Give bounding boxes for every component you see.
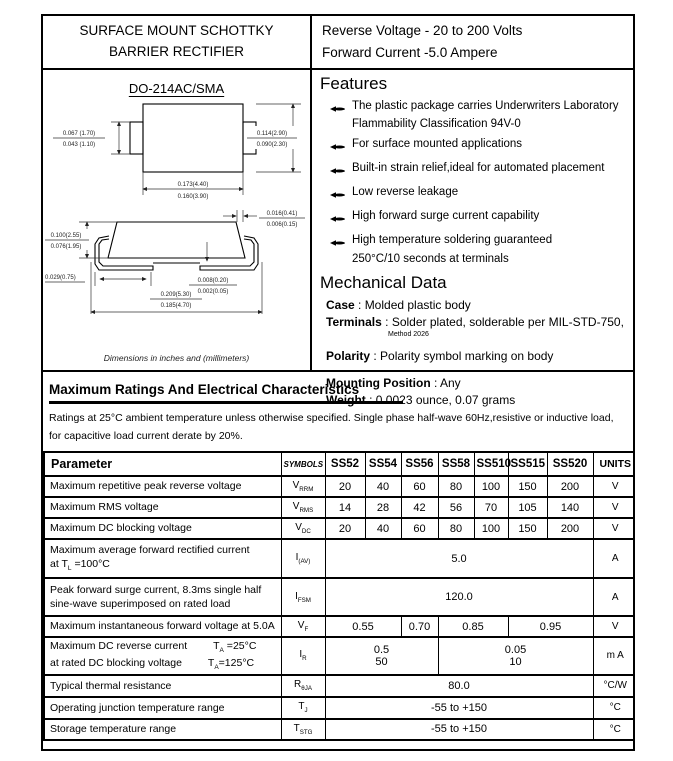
value-cell: 120.0 [325, 578, 593, 616]
dim-label: 0.016(0.41) [266, 211, 298, 217]
unit-cell: V [593, 518, 635, 539]
features-panel [312, 70, 633, 407]
parameter-cell: Storage temperature range [44, 719, 281, 740]
unit-cell: m A [593, 637, 635, 675]
table-row [44, 476, 635, 497]
column-header: SS520 [547, 452, 593, 476]
unit-cell: V [593, 476, 635, 497]
value-cell: 56 [438, 497, 474, 518]
polarity-line [326, 348, 627, 365]
column-header: SYMBOLS [281, 452, 325, 476]
dim-label: 0.160(3.90) [177, 194, 209, 200]
unit-cell: V [593, 497, 635, 518]
terminals-text: : Solder plated, solderable per MIL-STD-750, [381, 314, 624, 329]
unit-cell: °C [593, 697, 635, 719]
table-row [44, 697, 635, 719]
parameter-cell: Operating junction temperature range [44, 697, 281, 719]
product-title-line1: SURFACE MOUNT SCHOTTKY [79, 23, 274, 39]
value-cell: 40 [365, 476, 401, 497]
column-header: SS515 [508, 452, 547, 476]
dim-label: 0.043 (1.10) [62, 142, 96, 148]
feature-item [320, 137, 627, 157]
dim-label: 0.173(4.40) [177, 182, 209, 188]
table-row [44, 518, 635, 539]
mounting-label: Mounting Position [326, 376, 431, 391]
ratings-note-2: for capacitive load current derate by 20%. [49, 430, 243, 442]
value-cell: 140 [547, 497, 593, 518]
arrow-bullet-icon [330, 237, 345, 267]
value-cell: -55 to +150 [325, 697, 593, 719]
parameter-cell: Typical thermal resistance [44, 675, 281, 697]
feature-text: For surface mounted applications [352, 138, 523, 151]
reverse-voltage-spec: Reverse Voltage - 20 to 200 Volts [322, 23, 523, 39]
value-cell: 40 [365, 518, 401, 539]
feature-item [320, 209, 627, 229]
features-heading: Features [320, 74, 388, 93]
value-cell: 80 [438, 476, 474, 497]
symbol-cell: $V_{RRM}$ [281, 476, 325, 497]
dim-label: 0.185(4.70) [160, 303, 192, 309]
value-cell: 200 [547, 476, 593, 497]
value-cell: 70 [474, 497, 508, 518]
features-list [320, 99, 627, 268]
symbol-cell: $I_{FSM}$ [281, 578, 325, 616]
case-label: Case [326, 298, 355, 313]
feature-text: High forward surge current capability [352, 210, 540, 223]
feature-text: Built-in strain relief,ideal for automated placement [352, 162, 605, 175]
value-cell: 42 [401, 497, 438, 518]
dim-label: 0.067 (1.70) [62, 131, 96, 137]
table-row [44, 637, 635, 675]
weight-text: : 0.0023 ounce, 0.07 grams [365, 393, 516, 407]
unit-cell: °C [593, 719, 635, 740]
parameter-cell: Maximum instantaneous forward voltage at 5.0A [44, 616, 281, 637]
value-cell: 80.0 [325, 675, 593, 697]
table-row [44, 539, 635, 578]
value-cell: 60 [401, 518, 438, 539]
parameter-cell: Maximum DC blocking voltage [44, 518, 281, 539]
feature-text: The plastic package carries Underwriters Laboratory Flammability Classification 94V-0 [352, 99, 619, 131]
package-name: DO-214AC/SMA [128, 81, 225, 96]
column-header: SS54 [365, 452, 401, 476]
terminals-note: Method 2026 [388, 330, 429, 338]
symbol-cell: $V_{RMS}$ [281, 497, 325, 518]
value-cell: 20 [325, 476, 365, 497]
symbol-cell: $T_{STG}$ [281, 719, 325, 740]
ratings-table [43, 451, 635, 741]
value-cell: 80 [438, 518, 474, 539]
feature-item [320, 99, 627, 133]
unit-cell: V [593, 616, 635, 637]
table-row [44, 497, 635, 518]
spec-summary [312, 16, 633, 68]
dim-label: 0.100(2.55) [50, 233, 82, 239]
terminals-label: Terminals [326, 314, 382, 329]
dim-label: 0.002(0.05) [197, 289, 229, 295]
ratings-note-1: Ratings at 25°C ambient temperature unless otherwise specified. Single phase half-wave 60Hz,resistive or inductive load, [49, 412, 614, 424]
value-cell: 28 [365, 497, 401, 518]
unit-cell: °C/W [593, 675, 635, 697]
column-header: UNITS [593, 452, 635, 476]
value-cell: 200 [547, 518, 593, 539]
datasheet-page [41, 14, 635, 751]
symbol-cell: $T_J$ [281, 697, 325, 719]
value-cell: 14 [325, 497, 365, 518]
value-cell: 0.05 10 [438, 637, 593, 675]
feature-item [320, 233, 627, 267]
ratings-heading: Maximum Ratings And Electrical Characteristics [49, 382, 403, 404]
value-cell: 0.95 [508, 616, 593, 637]
weight-label: Weight [326, 393, 366, 407]
dim-label: 0.114(2.90) [256, 131, 288, 137]
value-cell: 20 [325, 518, 365, 539]
arrow-bullet-icon [330, 213, 345, 229]
feature-text: High temperature soldering guaranteed 250°C/10 seconds at terminals [352, 234, 553, 265]
feature-item [320, 185, 627, 205]
dim-label: 0.006(0.15) [266, 222, 298, 228]
case-text: : Molded plastic body [354, 298, 471, 313]
table-row [44, 719, 635, 740]
mounting-text: : Any [430, 376, 461, 391]
feature-item [320, 161, 627, 181]
dim-label: 0.029(0.75) [45, 275, 76, 281]
value-cell: 150 [508, 518, 547, 539]
value-cell: -55 to +150 [325, 719, 593, 740]
dim-label: 0.209(5.30) [160, 292, 192, 298]
dim-label: 0.076(1.95) [50, 244, 82, 250]
column-header: SS56 [401, 452, 438, 476]
package-top-view-diagram [43, 96, 310, 206]
forward-current-spec: Forward Current -5.0 Ampere [322, 45, 498, 60]
unit-cell: A [593, 578, 635, 616]
product-title [43, 16, 312, 68]
symbol-cell: $V_F$ [281, 616, 325, 637]
parameter-cell: Peak forward surge current, 8.3ms single half sine-wave superimposed on rated load [44, 578, 281, 616]
table-row [44, 578, 635, 616]
value-cell: 0.70 [401, 616, 438, 637]
dim-label: 0.090(2.30) [256, 142, 288, 148]
unit-cell: A [593, 539, 635, 578]
arrow-bullet-icon [330, 103, 345, 133]
parameter-cell: Maximum repetitive peak reverse voltage [44, 476, 281, 497]
value-cell: 0.55 [325, 616, 401, 637]
parameter-cell: Maximum average forward rectified current at $T_L =100^\circ C$ [44, 539, 281, 578]
case-line [326, 297, 627, 314]
column-header: SS510 [474, 452, 508, 476]
arrow-bullet-icon [330, 141, 345, 157]
value-cell: 5.0 [325, 539, 593, 578]
feature-text: Low reverse leakage [352, 186, 459, 199]
polarity-label: Polarity [326, 349, 371, 364]
table-row [44, 616, 635, 637]
symbol-cell: $I_R$ [281, 637, 325, 675]
title-block [43, 16, 633, 70]
symbol-cell: $R_{\theta JA}$ [281, 675, 325, 697]
package-panel [43, 70, 312, 370]
parameter-cell: Maximum RMS voltage [44, 497, 281, 518]
column-header: SS58 [438, 452, 474, 476]
package-side-view-diagram [43, 206, 310, 351]
parameter-cell: Maximum DC reverse current $T_A =25^\circ C$ at rated DC blocking voltage $T_A=125^\circ C$ [44, 637, 281, 675]
arrow-bullet-icon [330, 189, 345, 205]
terminals-line [326, 314, 627, 331]
polarity-text: : Polarity symbol marking on body [370, 349, 554, 364]
symbol-cell: $V_{DC}$ [281, 518, 325, 539]
value-cell: 0.85 [438, 616, 508, 637]
mechanical-data-heading: Mechanical Data [320, 273, 447, 293]
column-header: SS52 [325, 452, 365, 476]
value-cell: 0.5 50 [325, 637, 438, 675]
dim-label: 0.008(0.20) [197, 278, 229, 284]
product-title-line2: BARRIER RECTIFIER [108, 44, 244, 59]
value-cell: 100 [474, 518, 508, 539]
value-cell: 150 [508, 476, 547, 497]
symbol-cell: $I_{(AV)}$ [281, 539, 325, 578]
ratings-section [43, 372, 633, 749]
value-cell: 105 [508, 497, 547, 518]
table-row [44, 675, 635, 697]
column-header: Parameter [44, 452, 281, 476]
arrow-bullet-icon [330, 165, 345, 181]
value-cell: 60 [401, 476, 438, 497]
value-cell: 100 [474, 476, 508, 497]
dimensions-caption: Dimensions in inches and (millimeters) [103, 353, 250, 363]
